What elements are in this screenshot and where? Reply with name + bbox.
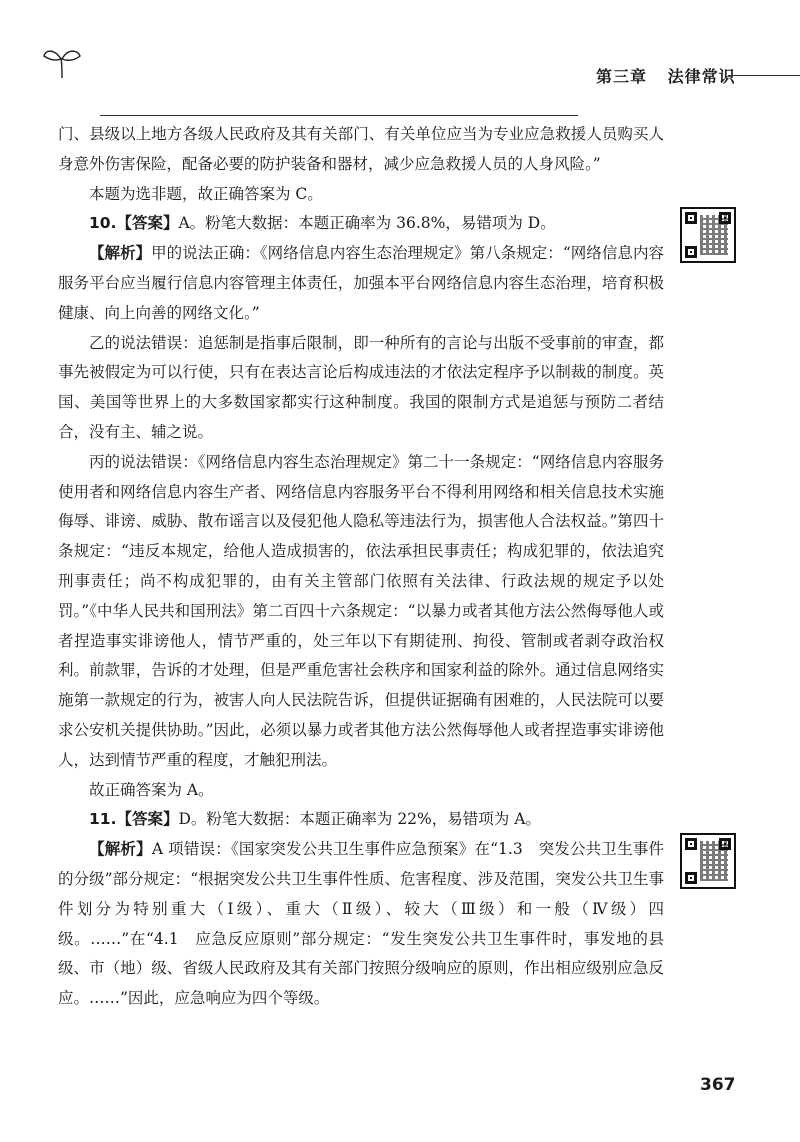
paragraph-analysis-11: 【解析】A 项错误：《国家突发公共卫生事件应急预案》在“1.3 突发公共卫生事件的分级”部分规定：“根据突发公共卫生事件性质、危害程度、涉及范围，突发公共卫生事件划分为特别重大（Ⅰ级）、重大（Ⅱ级）、较大（Ⅲ级）和一般（Ⅳ级）四级。……”在“4.1 应急反应原则”部分规定：“发生突发公共卫生事件时，事发地的县级、市（地）级、省级人民政府及其有关部门按照分级响应的原则，作出相应级别应急反应。……”因此，应急响应为四个等级。: [58, 840, 664, 1008]
qr-code-icon[interactable]: [680, 207, 736, 263]
answer-tag: 11.【答案】: [89, 810, 179, 829]
paragraph-analysis-10-b: 乙的说法错误：追惩制是指事后限制，即一种所有的言论与出版不受事前的审查，都事先被假定为可以行使，只有在表达言论后构成违法的才依法定程序予以制裁的制度。英国、美国等世界上的大多数国家都实行这种制度。我国的限制方式是追惩与预防二者结合，没有主、辅之说。: [58, 333, 664, 441]
page-body: [58, 120, 664, 1014]
paragraph-continuation: 门、县级以上地方各级人民政府及其有关部门、有关单位应当为专业应急救援人员购买人身意外伤害保险，配备必要的防护装备和器材，减少应急救援人员的人身风险。”: [58, 125, 664, 173]
leaf-sprout-icon: [42, 44, 82, 82]
answer-tag: 10.【答案】: [89, 214, 179, 233]
chapter-heading: [596, 64, 750, 87]
answer-tag: 【解析】: [89, 840, 152, 859]
header-rule-right: [728, 75, 800, 76]
paragraph-answer-10: 10.【答案】A。粉笔大数据：本题正确率为 36.8%，易错项为 D。: [89, 214, 556, 233]
paragraph-answer-11: 11.【答案】D。粉笔大数据：本题正确率为 22%，易错项为 A。: [89, 810, 541, 829]
chapter-title: 法律常识: [667, 67, 736, 86]
chapter-number: 第三章: [596, 67, 648, 86]
header-rule-left: [100, 115, 578, 116]
answer-tag: 【解析】: [89, 244, 152, 263]
paragraph-answer-9: 本题为选非题，故正确答案为 C。: [89, 184, 323, 203]
paragraph-analysis-10-c: 丙的说法错误：《网络信息内容生态治理规定》第二十一条规定：“网络信息内容服务使用者和网络信息内容生产者、网络信息内容服务平台不得利用网络和相关信息技术实施侮辱、诽谤、威胁、散布谣言以及侵犯他人隐私等违法行为，损害他人合法权益。”第四十条规定：“违反本规定，给他人造成损害的，依法承担民事责任；构成犯罪的，依法追究刑事责任；尚不构成犯罪的，由有关主管部门依照有关法律、行政法规的规定予以处罚。”《中华人民共和国刑法》第二百四十六条规定：“以暴力或者其他方法公然侮辱他人或者捏造事实诽谤他人，情节严重的，处三年以下有期徒刑、拘役、管制或者剥夺政治权利。前款罪，告诉的才处理，但是严重危害社会秩序和国家利益的除外。通过信息网络实施第一款规定的行为，被害人向人民法院告诉，但提供证据确有困难的，人民法院可以要求公安机关提供协助。”因此，必须以暴力或者其他方法公然侮辱他人或者捏造事实诽谤他人，达到情节严重的程度，才触犯刑法。: [58, 452, 664, 769]
qr-code-icon[interactable]: [680, 833, 736, 889]
paragraph-analysis-10-a: 【解析】甲的说法正确：《网络信息内容生态治理规定》第八条规定：“网络信息内容服务平台应当履行信息内容管理主体责任，加强本平台网络信息内容生态治理，培育积极健康、向上向善的网络文化。”: [58, 244, 664, 322]
running-header: [40, 40, 800, 100]
page-number: 367: [700, 1075, 736, 1095]
paragraph-conclusion-10: 故正确答案为 A。: [89, 780, 214, 799]
